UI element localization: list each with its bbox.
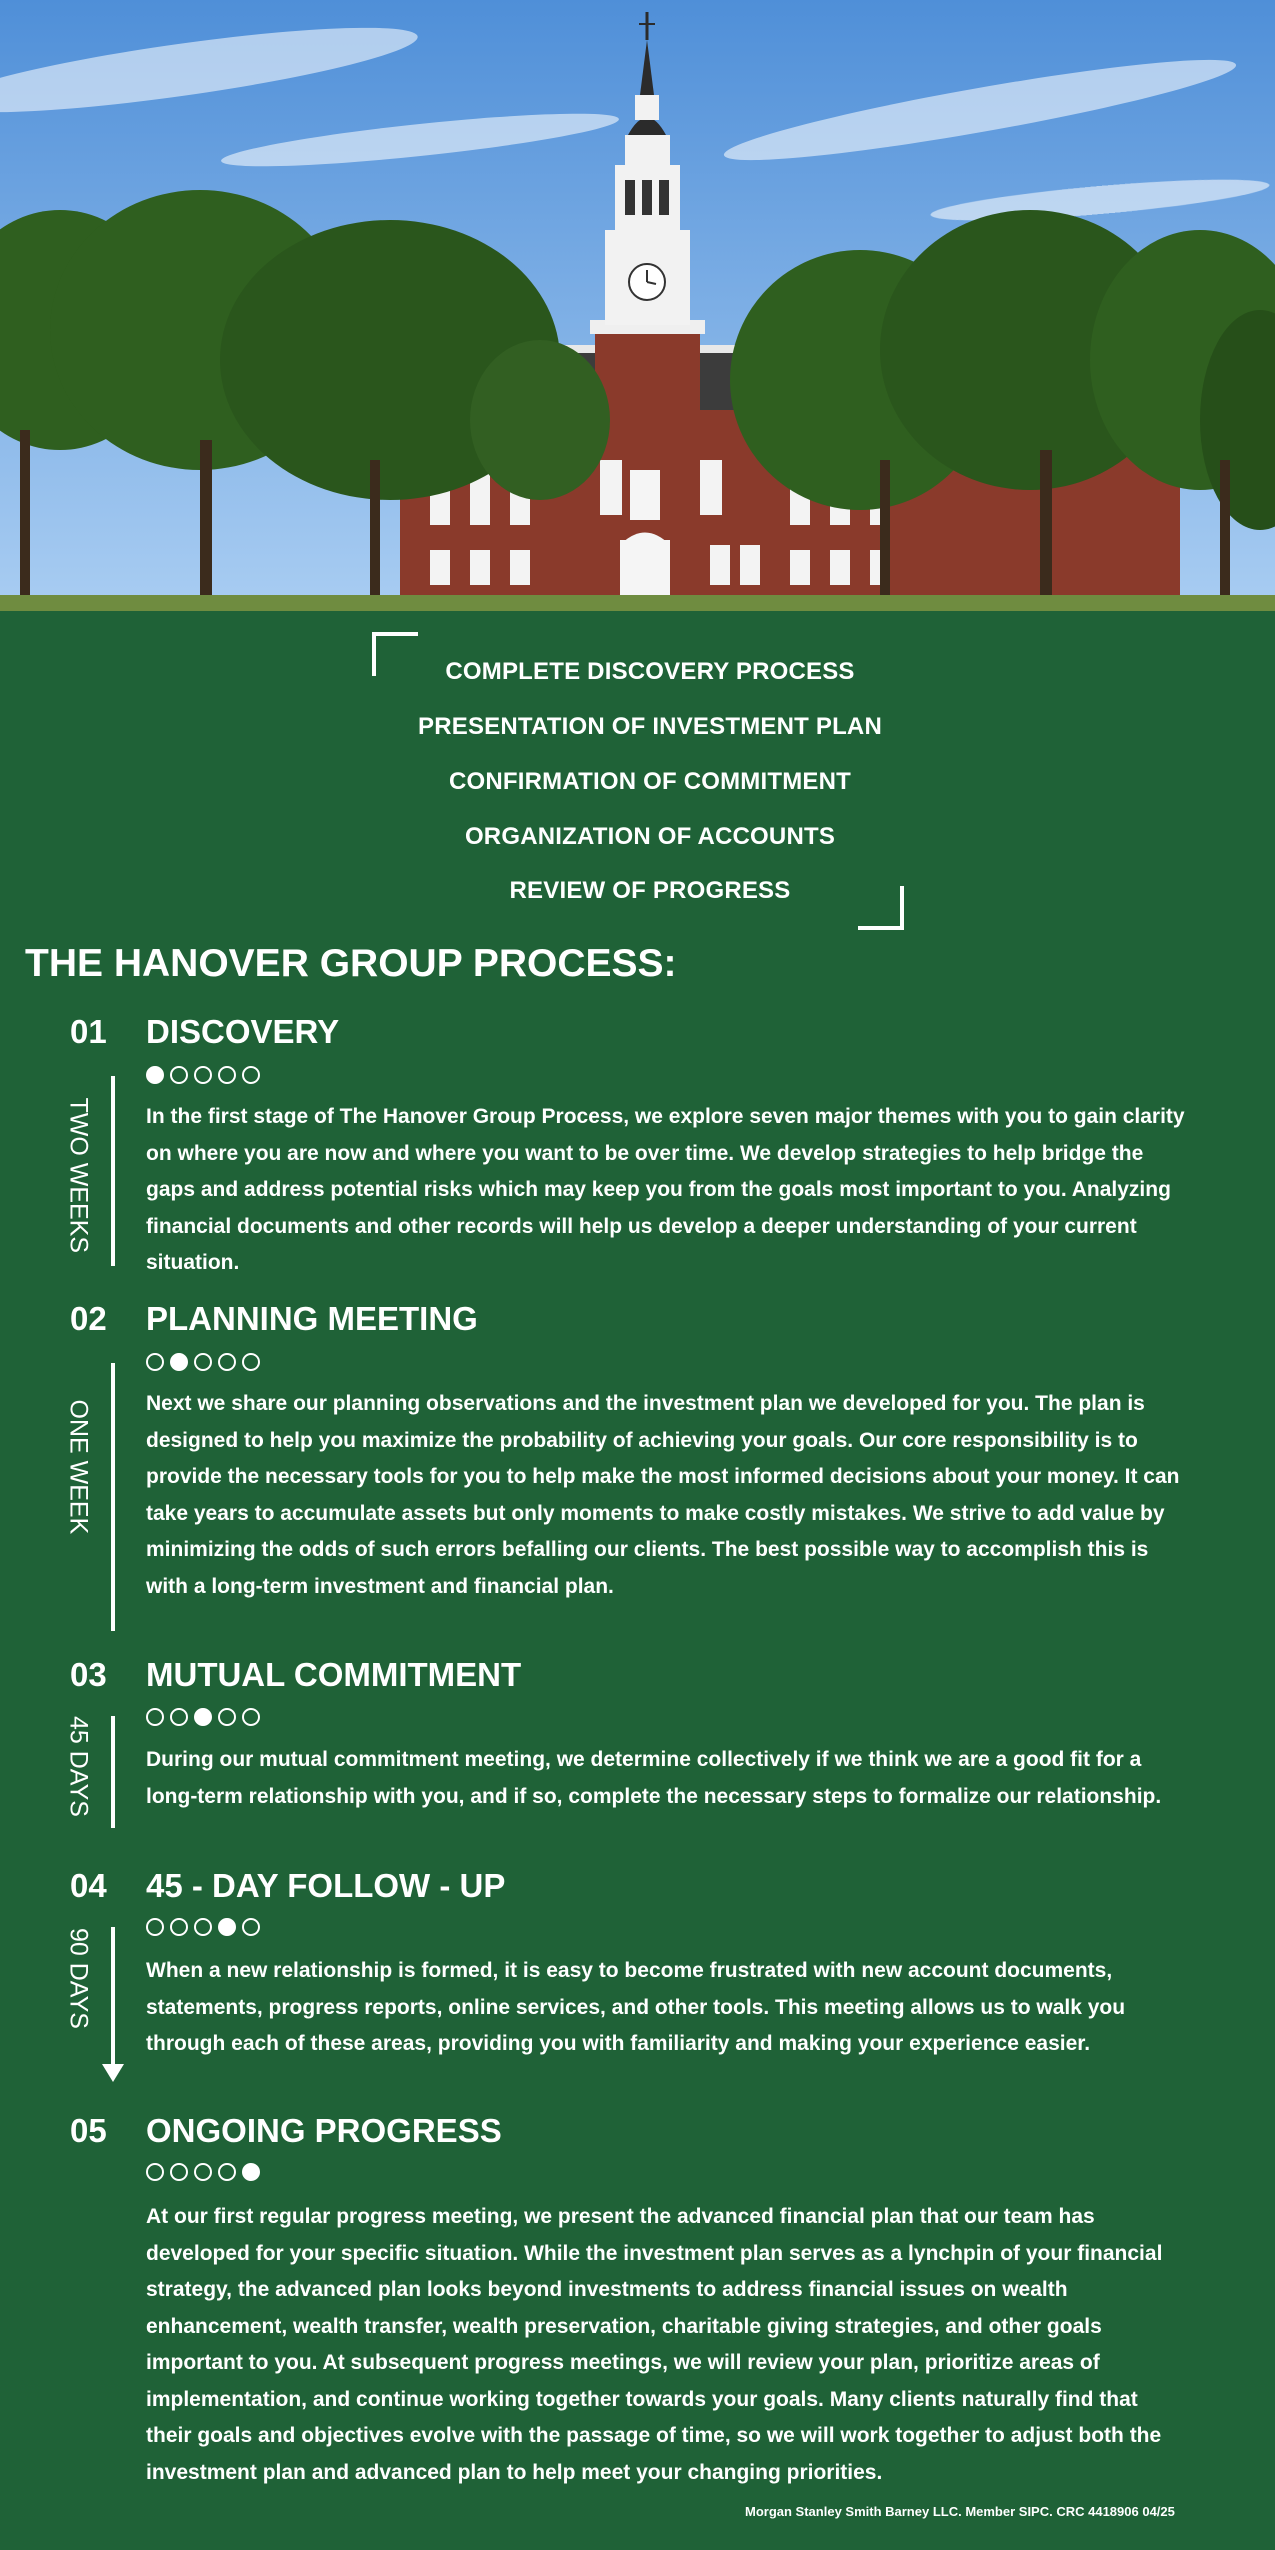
step-5-body [146,2199,1231,2491]
step-3-number: 03 [70,1656,107,1693]
body-line: strategy, the advanced plan looks beyond investments to address financial issues on wealth [146,2278,1068,2301]
body-line: situation. [146,1251,240,1274]
body-line: developed for your specific situation. While the investment plan serves as a lynchpin of your financial [146,2241,1163,2265]
body-line: important to you. At subsequent progress meetings, we will review your plan, prioritize areas of [146,2351,1100,2374]
body-line: provide the necessary tools for you to help make the most informed decisions about your money. It can [146,1465,1180,1488]
body-line: implementation, and continue working together towards your goals. Many clients naturally find that [146,2387,1138,2411]
bracket-bottom-right [858,886,904,930]
step-3-body [146,1742,1231,1815]
progress-dot-filled [194,1708,212,1726]
step-4-number: 04 [70,1867,107,1904]
body-line: Next we share our planning observations and the investment plan we developed for you. The plan is [146,1392,1145,1415]
progress-dot-empty [218,1353,236,1371]
step-4-timeline-line [111,1927,115,2067]
progress-dot-empty [146,2163,164,2181]
body-line: During our mutual commitment meeting, we determine collectively if we think we are a good fit for a [146,1748,1142,1771]
progress-dot-empty [170,2163,188,2181]
step-2-progress-dots [146,1353,260,1373]
summary-step-5: REVIEW OF PROGRESS [509,877,791,904]
step-4-progress-dots [146,1918,260,1938]
step-1-body [146,1099,1231,1282]
body-line: When a new relationship is formed, it is easy to become frustrated with new account documents, [146,1959,1113,1982]
body-line: minimizing the odds of such errors befalling our clients. The best possible way to accomplish this is [146,1538,1149,1561]
progress-dot-filled [242,2163,260,2181]
summary-step-1: COMPLETE DISCOVERY PROCESS [445,658,855,685]
progress-dot-empty [146,1353,164,1371]
body-line: enhancement, wealth transfer, wealth preservation, charitable giving strategies, and other goals [146,2314,1102,2338]
progress-dot-empty [170,1708,188,1726]
summary-step-3: CONFIRMATION OF COMMITMENT [448,768,852,795]
step-1-progress-dots [146,1066,260,1086]
progress-dot-filled [170,1353,188,1371]
step-2-body [146,1386,1231,1605]
progress-dot-empty [218,1066,236,1084]
body-line: on where you are now and where you want to be over time. We develop strategies to help bridge the [146,1141,1144,1165]
body-line: statements, progress reports, online services, and other tools. This meeting allows us to walk you [146,1995,1126,2019]
step-3-progress-dots [146,1708,260,1728]
progress-dot-empty [194,1918,212,1936]
progress-dot-empty [194,1353,212,1371]
body-line: with a long-term investment and financial plan. [146,1574,614,1598]
lawn [0,595,1275,611]
step-4-duration: 90 DAYS [64,1928,93,2029]
progress-dot-empty [218,2163,236,2181]
step-3-timeline-line [111,1716,115,1828]
progress-dot-empty [146,1708,164,1726]
body-line: take years to accumulate assets but only moments to make costly mistakes. We strive to add value by [146,1501,1165,1525]
body-line: through each of these areas, providing you with familiarity and making your experience easier. [146,2032,1091,2055]
step-5-title: ONGOING PROGRESS [146,2112,502,2149]
body-line: At our first regular progress meeting, we present the advanced financial plan that our team has [146,2205,1095,2228]
progress-dot-empty [242,1918,260,1936]
progress-dot-filled [146,1066,164,1084]
step-3-title: MUTUAL COMMITMENT [146,1656,522,1693]
progress-dot-empty [242,1066,260,1084]
step-3-duration: 45 DAYS [64,1716,93,1817]
progress-dot-empty [218,1708,236,1726]
summary-step-2: PRESENTATION OF INVESTMENT PLAN [418,713,882,740]
progress-dot-empty [146,1918,164,1936]
step-5-number: 05 [70,2112,107,2149]
step-4-body [146,1953,1231,2063]
progress-dot-empty [170,1066,188,1084]
step-2-timeline-line [111,1363,115,1631]
body-line: investment plan and advanced plan to help meet your changing priorities. [146,2460,883,2484]
body-line: long-term relationship with you, and if so, complete the necessary steps to formalize our relationship. [146,1784,1162,1808]
body-line: gaps and address potential risks which may keep you from the goals most important to you. Analyzing [146,1178,1171,1201]
body-line: financial documents and other records will help us develop a deeper understanding of your current [146,1214,1137,1238]
step-2-duration: ONE WEEK [64,1399,93,1535]
step-2-title: PLANNING MEETING [146,1300,478,1337]
progress-dot-filled [218,1918,236,1936]
step-1-timeline-line [111,1076,115,1266]
page-title: THE HANOVER GROUP PROCESS: [25,942,677,985]
progress-dot-empty [170,1918,188,1936]
step-2-number: 02 [70,1300,107,1337]
progress-dot-empty [242,1708,260,1726]
campus-clock-tower-photo [0,0,1275,611]
step-4-title: 45 - DAY FOLLOW - UP [146,1867,506,1904]
progress-dot-empty [194,2163,212,2181]
body-line: designed to help you maximize the probability of achieving your goals. Our core responsibility is to [146,1428,1138,1452]
body-line: their goals and objectives evolve with the passage of time, so we will work together to adjust both the [146,2424,1162,2447]
body-line: In the first stage of The Hanover Group Process, we explore seven major themes with you to gain clarity [146,1105,1185,1128]
step-1-title: DISCOVERY [146,1013,340,1050]
timeline-arrow-down-icon [102,2064,124,2082]
footer-disclaimer: Morgan Stanley Smith Barney LLC. Member SIPC. CRC 4418906 04/25 [745,2504,1175,2519]
summary-step-4: ORGANIZATION OF ACCOUNTS [464,823,836,850]
progress-dot-empty [242,1353,260,1371]
step-1-duration: TWO WEEKS [64,1097,93,1254]
progress-dot-empty [194,1066,212,1084]
step-1-number: 01 [70,1013,107,1050]
step-5-progress-dots [146,2163,260,2183]
